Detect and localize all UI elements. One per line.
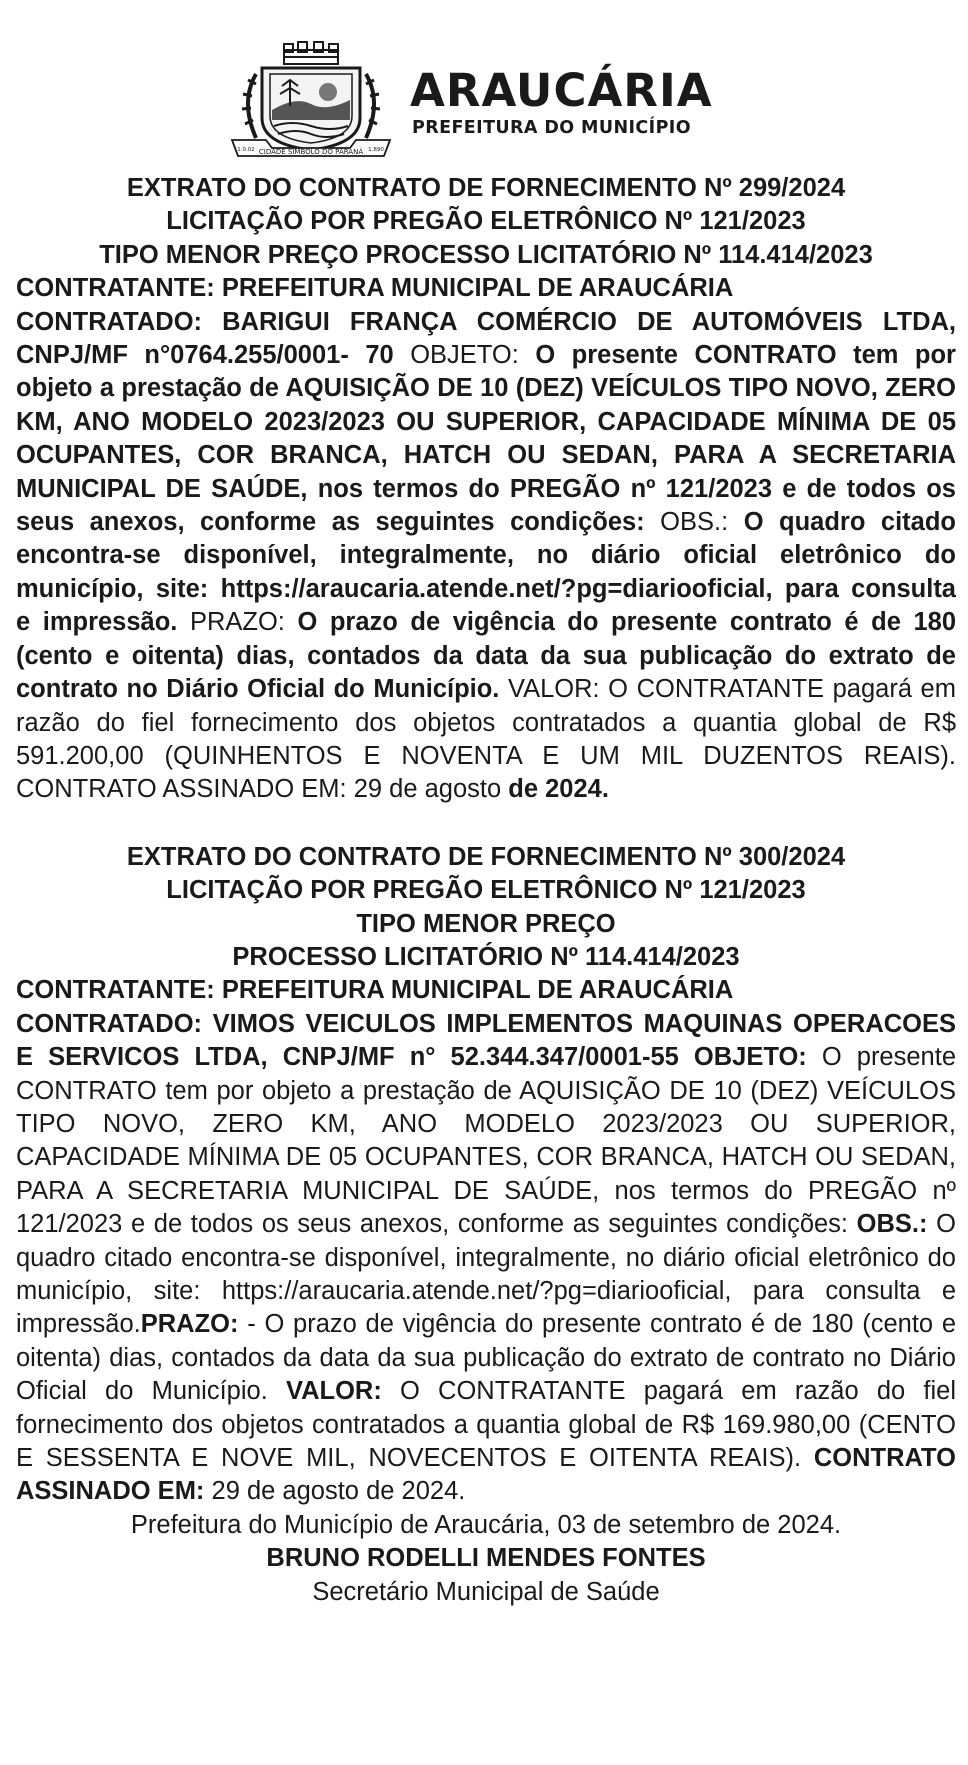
signed-year: de 2024. <box>508 775 609 804</box>
contratante-line: CONTRATANTE: PREFEITURA MUNICIPAL DE ARAUCÁRIA <box>16 274 734 303</box>
objeto-text: O presente CONTRATO tem por objeto a prestação de AQUISIÇÃO DE 10 (DEZ) VEÍCULOS TIPO NOVO, ZERO KM, ANO MODELO 2023/2023 OU SUPERIOR, CAPACIDADE MÍNIMA DE 05 OCUPANTES, COR BRANCA, HATCH OU SEDAN, PARA A SECRETARIA MUNICIPAL DE SAÚDE, nos termos do PREGÃO nº 121/2023 e de todos os seus anexos, conforme as seguintes condições: <box>16 1043 956 1239</box>
contract-title: EXTRATO DO CONTRATO DE FORNECIMENTO Nº 299/2024 <box>126 174 846 202</box>
contract-paragraph <box>16 974 956 1509</box>
municipal-crest-logo <box>226 40 396 158</box>
signed-label: CONTRATO ASSINADO EM: <box>16 1444 956 1506</box>
contract-300-extract <box>16 841 956 1509</box>
brand-subtitle: PREFEITURA DO MUNICÍPIO <box>412 118 691 138</box>
type-title: TIPO MENOR PREÇO <box>356 909 616 938</box>
contratado-text: CONTRATADO: BARIGUI FRANÇA COMÉRCIO DE AUTOMÓVEIS LTDA, CNPJ/MF n°0764.255/0001- 70 <box>16 307 956 370</box>
contratado-text: CONTRATADO: VIMOS VEICULOS IMPLEMENTOS MAQUINAS OPERACOES E SERVICOS LTDA, CNPJ/MF n° 52.344.347/0001-55 OBJETO: <box>16 1009 956 1072</box>
valor-label: VALOR: <box>285 1377 382 1406</box>
prazo-label: PRAZO: <box>189 608 285 637</box>
signer-name: BRUNO RODELLI MENDES FONTES <box>266 1544 706 1573</box>
signed-date: 29 de agosto de 2024. <box>211 1477 466 1506</box>
prazo-text: - O prazo de vigência do presente contrato é de 180 (cento e oitenta) dias, contados da data da sua publicação do extrato de contrato no Diário Oficial do Município. <box>16 1310 957 1406</box>
process-title: PROCESSO LICITATÓRIO Nº 114.414/2023 <box>232 942 740 971</box>
contract-title: EXTRATO DO CONTRATO DE FORNECIMENTO Nº 300/2024 <box>126 842 846 871</box>
bidding-title: LICITAÇÃO POR PREGÃO ELETRÔNICO Nº 121/2023 <box>166 876 806 905</box>
contract-299-extract <box>16 172 956 807</box>
bidding-title: LICITAÇÃO POR PREGÃO ELETRÔNICO Nº 121/2023 <box>166 207 806 236</box>
document-body <box>16 172 956 1609</box>
prazo-text: O prazo de vigência do presente contrato é de 180 (cento e oitenta) dias, contados da data da sua publicação do extrato de contrato no Diário Oficial do Município. <box>16 608 956 704</box>
header <box>0 40 968 160</box>
brand-name: ARAUCÁRIA <box>410 64 713 117</box>
objeto-text: O presente CONTRATO tem por objeto a prestação de AQUISIÇÃO DE 10 (DEZ) VEÍCULOS TIPO NOVO, ZERO KM, ANO MODELO 2023/2023 OU SUPERIOR, CAPACIDADE MÍNIMA DE 05 OCUPANTES, COR BRANCA, HATCH OU SEDAN, PARA A SECRETARIA MUNICIPAL DE SAÚDE, nos termos do PREGÃO nº 121/2023 e de todos os seus anexos, conforme as seguintes condições: <box>16 341 956 537</box>
obs-text: O quadro citado encontra-se disponível, integralmente, no diário oficial eletrônico do município, site: https://araucaria.atende.net/?pg=diariooficial, para consulta e impressão. <box>16 508 956 637</box>
contract-paragraph <box>16 272 956 807</box>
obs-text: O quadro citado encontra-se disponível, integralmente, no diário oficial eletrônico do município, site: https://araucaria.atende.net/?pg=diariooficial, para consulta e impressão. <box>16 1210 956 1339</box>
valor-text: O CONTRATANTE pagará em razão do fiel fornecimento dos objetos contratados a quantia global de R$ 591.200,00 (QUINHENTOS E NOVENTA E UM MIL DUZENTOS REAIS). CONTRATO ASSINADO EM: 29 de agosto <box>16 675 956 804</box>
signer-role: Secretário Municipal de Saúde <box>312 1577 660 1606</box>
contratante-line: CONTRATANTE: PREFEITURA MUNICIPAL DE ARAUCÁRIA <box>16 976 734 1005</box>
crest-year-left: 1.0.02 <box>237 147 255 153</box>
valor-text: O CONTRATANTE pagará em razão do fiel fornecimento dos objetos contratados a quantia global de R$ 169.980,00 (CENTO E SESSENTA E NOVE MIL, NOVECENTOS E OITENTA REAIS). <box>16 1377 956 1473</box>
crest-year-right: 1.890 <box>368 147 384 153</box>
objeto-label: OBJETO: <box>410 341 519 370</box>
place-date: Prefeitura do Município de Araucária, 03 de setembro de 2024. <box>130 1510 842 1539</box>
valor-label: VALOR: <box>507 675 600 704</box>
signature-block <box>16 1509 956 1609</box>
process-title: TIPO MENOR PREÇO PROCESSO LICITATÓRIO Nº 114.414/2023 <box>99 240 873 269</box>
obs-label: OBS.: <box>856 1210 928 1239</box>
obs-label: OBS.: <box>660 508 729 537</box>
prazo-label: PRAZO: <box>140 1310 239 1339</box>
crest-ribbon-text: CIDADE SÍMBOLO DO PARANÁ <box>258 148 364 156</box>
